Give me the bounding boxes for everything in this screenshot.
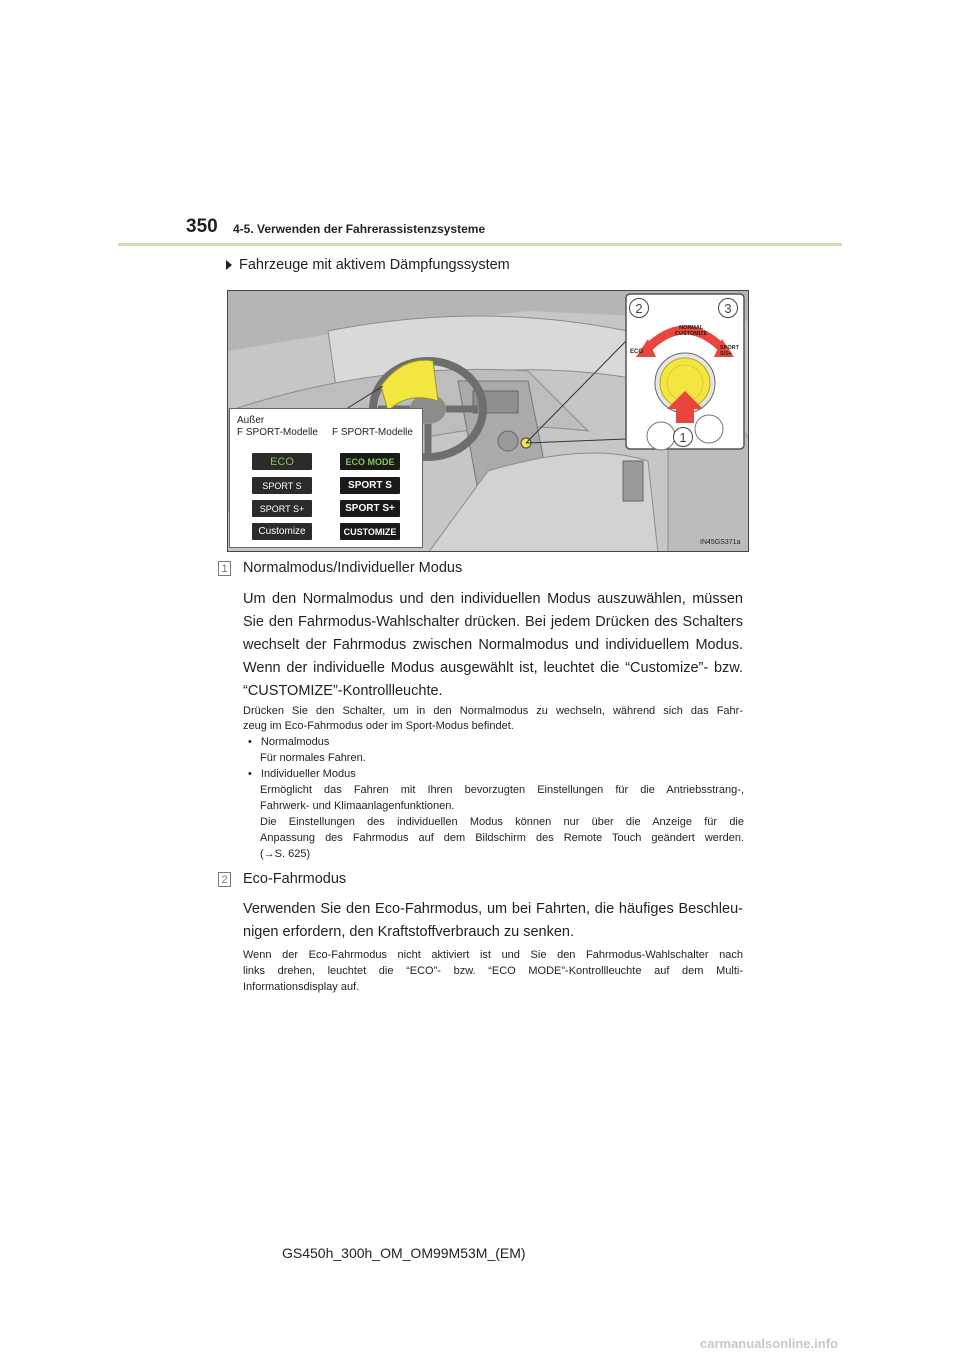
item-1-note-line-1: Drücken Sie den Schalter, um in den Normalmodus zu wechseln, während sich das Fahr- xyxy=(243,705,743,717)
legend-col1-heading xyxy=(237,415,318,439)
dial-label-eco: ECO xyxy=(630,349,644,355)
item-title-1: Normalmodus/Individueller Modus xyxy=(243,560,463,576)
bullet-individueller-modus xyxy=(248,767,356,783)
section-heading xyxy=(226,257,510,273)
dial-label-normal-line1: NORMAL xyxy=(679,325,704,331)
chapter-title: 4-5. Verwenden der Fahrerassistenzsysteme xyxy=(233,222,486,236)
dial-label-normal xyxy=(675,325,707,337)
item-1-note-line-2: zeug im Eco-Fahrmodus oder im Sport-Modus befindet. xyxy=(243,720,514,732)
legend-col2-heading: F SPORT-Modelle xyxy=(332,427,413,438)
indicator-customize-fsport: CUSTOMIZE xyxy=(340,523,400,540)
bullet-dot: • xyxy=(248,736,252,748)
item-number-1: 1 xyxy=(218,561,231,576)
triangle-bullet-icon xyxy=(226,260,232,270)
item-1-body-line-4: Wenn der individuelle Modus ausgewählt ist, leuchtet die “Customize”- bzw. xyxy=(243,660,743,676)
item-1-body-line-2: Sie den Fahrmodus-Wahlschalter drücken. Bei jedem Drücken des Schalters xyxy=(243,614,743,630)
manual-code-footer: GS450h_300h_OM_OM99M53M_(EM) xyxy=(282,1245,526,1261)
dial-label-sport-line2: S/S+ xyxy=(720,351,733,357)
item-number-2: 2 xyxy=(218,872,231,887)
dial-label-normal-line2: CUSTOMIZE xyxy=(675,331,708,337)
bullet-normalmodus xyxy=(248,735,329,751)
indicator-legend xyxy=(229,408,423,548)
item-1-body-line-3: wechselt der Fahrmodus zwischen Normalmodus und individuellem Modus. xyxy=(243,637,743,653)
callout-1: 1 xyxy=(673,427,693,447)
item-1-body-line-1: Um den Normalmodus und den individuellen Modus auszuwählen, müssen xyxy=(243,591,743,607)
bullet-individueller-label: Individueller Modus xyxy=(260,768,356,780)
bullet-dot: • xyxy=(248,768,252,780)
header-rule xyxy=(118,243,842,246)
figure-code: IN45GS371a xyxy=(700,539,741,546)
indicator-sport-s-standard: SPORT S xyxy=(252,477,312,494)
item-2-note-line-3: Informationsdisplay auf. xyxy=(243,981,360,993)
indicator-customize-standard: Customize xyxy=(252,523,312,540)
section-heading-text: Fahrzeuge mit aktivem Dämpfungssystem xyxy=(239,257,510,273)
bullet-normalmodus-label: Normalmodus xyxy=(260,736,330,748)
legend-col1-heading-line2: F SPORT-Modelle xyxy=(237,427,318,438)
page-reference-link[interactable]: (→S. 625) xyxy=(260,848,311,860)
bullet-individueller-line-4: Anpassung des Fahrmodus auf dem Bildschirm des Remote Touch geändert werden. xyxy=(260,832,744,844)
item-1-body-line-5: “CUSTOMIZE”-Kontrollleuchte. xyxy=(243,683,443,699)
bullet-individueller-line-3: Die Einstellungen des individuellen Modus können nur über die Anzeige für die xyxy=(260,816,744,828)
item-2-body-line-1: Verwenden Sie den Eco-Fahrmodus, um bei Fahrten, die häufiges Beschleu- xyxy=(243,901,743,917)
item-title-2: Eco-Fahrmodus xyxy=(243,871,347,887)
indicator-sport-splus-standard: SPORT S+ xyxy=(252,500,312,517)
bullet-individueller-line-1: Ermöglicht das Fahren mit Ihren bevorzugten Einstellungen für die Antriebsstrang-, xyxy=(260,784,744,796)
callout-3: 3 xyxy=(718,298,738,318)
indicator-eco-standard: ECO xyxy=(252,453,312,470)
item-2-note-line-1: Wenn der Eco-Fahrmodus nicht aktiviert ist und Sie den Fahrmodus-Wahlschalter nach xyxy=(243,949,743,961)
bullet-normalmodus-desc: Für normales Fahren. xyxy=(260,752,366,764)
item-2-body-line-2: nigen erfordern, den Kraftstoffverbrauch zu senken. xyxy=(243,924,575,940)
indicator-sport-s-fsport: SPORT S xyxy=(340,477,400,494)
bullet-individueller-line-2: Fahrwerk- und Klimaanlagenfunktionen. xyxy=(260,800,455,812)
indicator-eco-mode-fsport: ECO MODE xyxy=(340,453,400,470)
legend-col1-heading-line1: Außer xyxy=(237,415,265,426)
callout-2: 2 xyxy=(629,298,649,318)
dial-label-sport xyxy=(720,345,739,357)
indicator-sport-splus-fsport: SPORT S+ xyxy=(340,500,400,517)
item-2-note-line-2: links drehen, leuchtet die “ECO”- bzw. “ECO MODE”-Kontrollleuchte auf dem Multi- xyxy=(243,965,743,977)
page-number: 350 xyxy=(186,216,218,237)
dial-label-sport-line1: SPORT xyxy=(720,345,739,351)
watermark: carmanualsonline.info xyxy=(700,1336,838,1351)
